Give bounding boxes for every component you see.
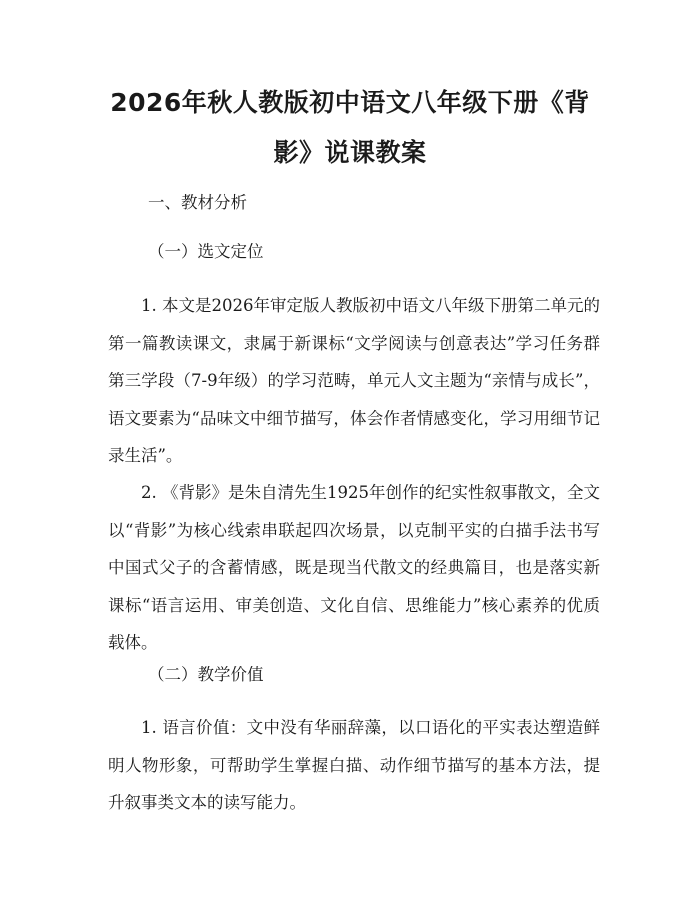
subsection-heading-text-positioning: （一）选文定位 (148, 242, 264, 261)
paragraph-language-value: 1. 语言价值：文中没有华丽辞藻，以口语化的平实表达塑造鲜明人物形象，可帮助学生掌握白描、动作细节描写的基本方法，提升叙事类文本的读写能力。 (108, 718, 600, 812)
paragraph-text-introduction: 2. 《背影》是朱自清先生1925年创作的纪实性叙事散文，全文以“背影”为核心线索串联起四次场景，以克制平实的白描手法书写中国式父子的含蓄情感，既是现当代散文的经典篇目，也是落实新课标“语言运用、审美创造、文化自信、思维能力”核心素养的优质载体。 (108, 483, 600, 652)
section-heading-textbook-analysis: 一、教材分析 (148, 193, 247, 212)
subsection-heading-teaching-value: （二）教学价值 (148, 665, 264, 684)
document-title: 2026年秋人教版初中语文八年级下册《背影》说课教案 (110, 88, 590, 167)
paragraph-unit-positioning: 1. 本文是2026年审定版人教版初中语文八年级下册第二单元的第一篇教读课文，隶属于新课标“文学阅读与创意表达”学习任务群第三学段（7-9年级）的学习范畴，单元人文主题为“亲情与成长”，语文要素为“品味文中细节描写，体会作者情感变化，学习用细节记录生活”。 (108, 296, 600, 465)
